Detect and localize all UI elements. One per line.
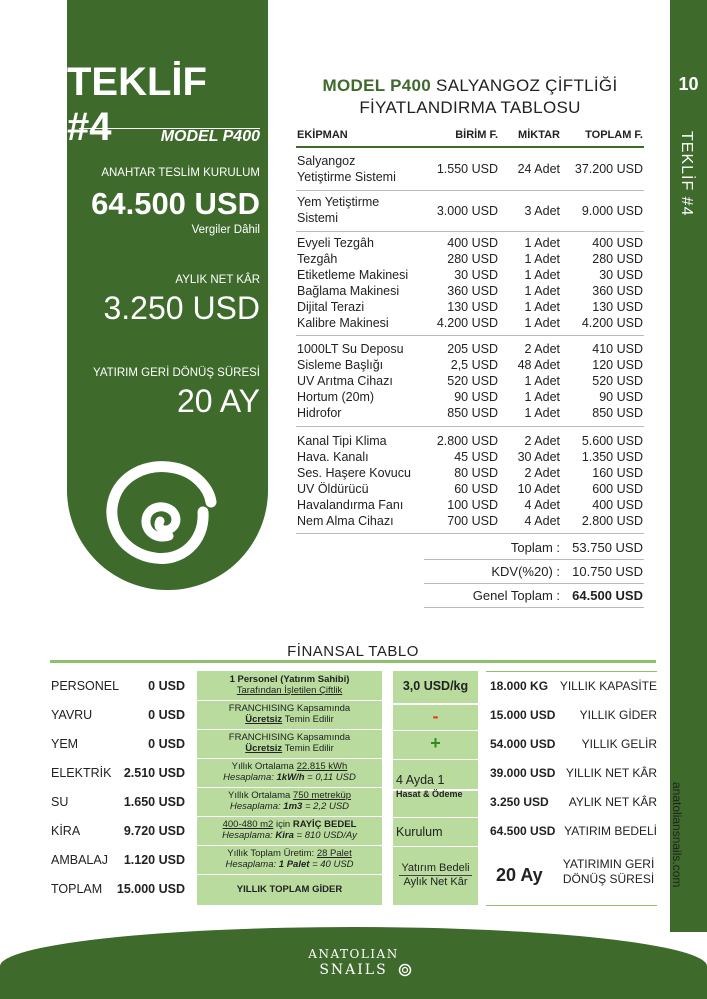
note-personnel: 1 Personel (Yatırım Sahibi) Tarafından İşletilen Çiftlik [229,674,350,696]
monthly-profit-label: AYLIK NET KÂR [175,274,260,286]
roi-value: 20 AY [176,383,260,419]
snail-logo-icon [396,963,414,977]
row-divider [424,583,644,584]
offer-panel [67,0,268,590]
vat-row: KDV(%20) : 10.750 USD [491,564,643,579]
row-divider [393,759,478,760]
header-unit-price: BİRİM F. [455,129,498,141]
finance-row-total: TOPLAM 15.000 USD [51,882,185,896]
side-label: TEKLİF #4 [678,131,695,217]
note-packaging: Yıllık Toplam Üretim: 28 Palet Hesaplama: 1 Palet = 40 USD [225,848,354,870]
note-electricity: Yıllık Ortalama 22.815 kWh Hesaplama: 1kW/h = 0,11 USD [223,761,356,783]
logo-line-1: ANATOLIAN [308,947,399,961]
offer-model: MODEL P400 [79,128,260,147]
row-divider [296,190,644,191]
row-divider [197,845,382,846]
row-divider [424,559,644,560]
header-total: TOPLAM F. [585,129,643,141]
result-annual-profit: 39.000 USD YILLIK NET KÂR [490,766,657,780]
setup-label: Kurulum [396,825,443,839]
finance-row-water: SU 1.650 USD [51,795,185,809]
note-juvenile: FRANCHISING Kapsamında Ücretsiz Temin Edilir [228,703,351,725]
finance-row-packaging: AMBALAJ 1.120 USD [51,853,185,867]
payback-period-value: 20 Ay [496,865,543,885]
row-divider [197,758,382,759]
logo-line-2: SNAILS [319,962,388,978]
row-divider [393,846,478,847]
pricing-title: MODEL P400 SALYANGOZ ÇİFTLİĞİ [322,76,618,95]
minus-icon: - [432,706,439,726]
pricing-subtitle: FİYATLANDIRMA TABLOSU [359,98,581,117]
finance-rule [50,660,656,663]
row-divider [393,817,478,818]
table-row: Salyangoz Yetiştirme Sistemi 1.550 USD 24 Adet 37.200 USD [297,154,643,184]
finance-row-rent: KİRA 9.720 USD [51,824,185,838]
result-income: 54.000 USD YILLIK GELİR [490,737,657,751]
note-water: Yıllık Ortalama 750 metreküp Hesaplama: 1m3 = 2,2 USD [227,790,352,812]
row-divider [393,730,478,731]
price-per-kg: 3,0 USD/kg [402,679,469,693]
finance-row-personnel: PERSONEL 0 USD [51,679,185,693]
table-row: Yem Yetiştirme Sistemi 3.000 USD 3 Adet 9.000 USD [297,195,643,225]
row-divider [296,335,644,336]
finance-row-juvenile: YAVRU 0 USD [51,708,185,722]
row-divider [197,700,382,701]
vat-note: Vergiler Dâhil [191,224,260,236]
payback-period-label: YATIRIMIN GERİ DÖNÜŞ SÜRESİ [562,857,655,886]
row-divider [197,816,382,817]
turnkey-label: ANAHTAR TESLİM KURULUM [101,167,260,179]
row-divider [424,607,644,608]
page-number: 10 [678,74,699,94]
payment-frequency: 4 Ayda 1 [396,773,445,787]
row-divider [197,874,382,875]
header-rule [296,146,644,148]
result-capacity: 18.000 KG YILLIK KAPASİTE [490,679,657,693]
turnkey-price: 64.500 USD [91,186,260,221]
roi-label: YATIRIM GERİ DÖNÜŞ SÜRESİ [93,367,260,379]
note-feed: FRANCHISING Kapsamında Ücretsiz Temin Edilir [228,732,351,754]
row-divider [296,426,644,427]
note-total: YILLIK TOPLAM GİDER [236,884,343,895]
header-equipment: EKİPMAN [297,129,348,141]
snail-shell-icon [99,458,229,568]
offer-title: TEKLİF #4 [67,60,207,149]
page: TEKLİF #4 MODEL P400 ANAHTAR TESLİM KURULUM 64.500 USD Vergiler Dâhil AYLIK NET KÂR 3.250 USD YATIRIM GERİ DÖNÜŞ SÜRESİ 20 AY 10 TEKLİF #4 anatoliansnails.com MODEL P400 SALYANGOZ ÇİFTLİĞİ FİYATLANDIRMA TABLOSU EKİPMAN BİRİM F. MİKTAR TOPLAM F. Salyangoz Yetiştirme Sistemi 1.550 USD 24 Adet 37.200 USD Yem Yetiştirme Sistemi 3.000 USD 3 Adet 9.000 USD Evyeli Tezgâh 400 USD 1 Adet 400 USD Tezgâh 280 USD 1 Adet 280 USD Etiketleme Makinesi 30 USD 1 Adet 30 USD Bağlama Makinesi 360 USD 1 Adet 360 USD Dijital Terazi 130 USD 1 Adet 130 USD Kalibre Makinesi 4.200 USD 1 Adet 4.200 USD 1000LT Su Deposu 205 USD 2 Adet 410 USD Sisleme Başlığı 2,5 USD 48 Adet 120 USD UV Arıtma Cihazı 520 USD 1 Adet 520 USD Hortum (20m) 90 USD 1 Adet 90 USD Hidrofor 850 USD 1 Adet 850 USD Kanal Tipi Klima 2.800 USD 2 Adet 5.600 USD Hava. Kanalı 45 USD 30 Adet 1.350 USD Ses. Haşere Kovucu 80 USD 2 Adet 160 USD UV Öldürücü 60 USD 10 Adet 600 USD Havalandırma Fanı 100 USD 4 Adet 400 USD Nem Alma Cihazı 700 USD 4 Adet 2.800 USD Toplam : 53.750 USD KDV(%20) : 10.750 USD Genel Toplam : 64.500 USD FİNANSAL TABLO PERSONEL 0 USD YAVRU 0 USD YEM 0 USD ELEKTRİK 2.510 USD SU 1.650 USD KİRA 9.720 USD AMBALAJ 1.120 USD TOPLAM 15.000 USD 1 Personel (Yatırım Sahibi) Tarafından İşletilen Çiftlik FRANCHISING Kapsamında Ücretsiz Temin Edilir FRANCHISING Kapsamında Ücretsiz Temin Edilir Yıllık Ortalama 22.815 kWh Hesaplama: 1kW/h = 0,11 USD Yıllık Ortalama 750 metreküp Hesaplama: 1m3 = 2,2 USD 400-480 m2 için RAYİÇ BEDEL Hesaplama: Kira = 810 USD/Ay Yıllık Toplam Üretim: 28 Palet Hesaplama: 1 Palet = 40 USD YILLIK TOPLAM GİDER 3,0 USD/kg - + 4 Ayda 1 Hasat & Ödeme Kurulum Yatırım Bedeli Aylık Net Kâr 18.000 KG YILLIK KAPASİTE 15.000 USD YILLIK GİDER 54.000 USD YILLIK GELİR 39.000 USD YILLIK NET KÂR 3.250 USD AYLIK NET KÂR 64.500 USD YATIRIM BEDELİ 20 Ay YATIRIMIN GERİ DÖNÜŞ SÜRESİ ANATOLIAN SNAILS [0,0,707,999]
row-divider [296,533,644,534]
row-divider [197,787,382,788]
finance-title: FİNANSAL TABLO [287,643,419,660]
finance-row-feed: YEM 0 USD [51,737,185,751]
result-monthly-profit: 3.250 USD AYLIK NET KÂR [490,795,657,809]
roi-formula: Yatırım Bedeli Aylık Net Kâr [401,862,470,888]
monthly-profit-value: 3.250 USD [103,290,260,326]
row-divider [296,231,644,232]
payment-note: Hasat & Ödeme [396,789,463,799]
note-rent: 400-480 m2 için RAYİÇ BEDEL Hesaplama: Kira = 810 USD/Ay [222,819,357,841]
result-investment: 64.500 USD YATIRIM BEDELİ [490,824,657,838]
finance-row-electricity: ELEKTRİK 2.510 USD [51,766,185,780]
subtotal-row: Toplam : 53.750 USD [510,540,643,555]
footer [0,927,707,999]
header-quantity: MİKTAR [518,129,560,141]
plus-icon: + [430,733,441,753]
website-url[interactable]: anatoliansnails.com [670,782,684,888]
row-divider [197,729,382,730]
grand-total-row: Genel Toplam : 64.500 USD [472,588,643,603]
result-expense: 15.000 USD YILLIK GİDER [490,708,657,722]
